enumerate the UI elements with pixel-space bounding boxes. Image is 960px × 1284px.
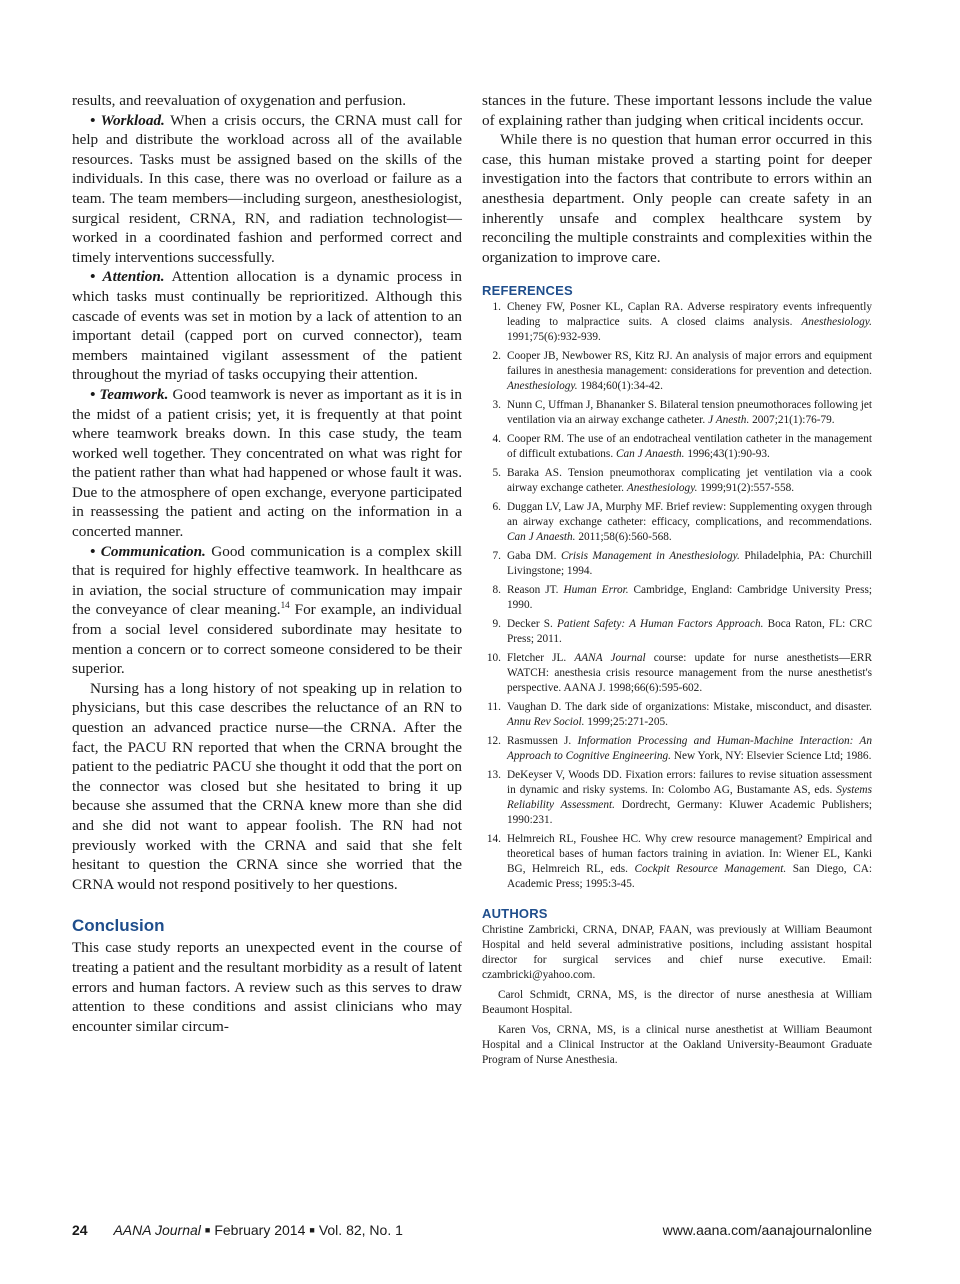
left-column xyxy=(72,91,462,1036)
author-bio: Carol Schmidt, CRNA, MS, is the director of nurse anesthesia at William Beaumont Hospital. xyxy=(482,989,872,1017)
author-bio: Christine Zambricki, CRNA, DNAP, FAAN, was previously at William Beaumont Hospital and held several administrative positions, including assistant hospital director for surgical services and chief nurse executive. Email: czambricki@yahoo.com. xyxy=(482,924,872,982)
volume-info: Vol. 82, No. 1 xyxy=(318,1222,403,1238)
reference-item: 13. DeKeyser V, Woods DD. Fixation errors: failures to revise situation assessment in dynamic and risky systems. In: Colombo AG, Bustamante AS, eds. Systems Reliability Assessment. Dordrecht, Germany: Kluwer Academic Publishers; 1990:231. xyxy=(486,769,873,827)
term-attention: • Attention. xyxy=(90,268,165,286)
reference-item: 10. Fletcher JL. AANA Journal course: update for nurse anesthetists—ERR WATCH: anesthesia crisis resource management from the nurse anesthetist's perspective. AANA J. 1998;66(6):595-602. xyxy=(486,652,872,695)
author-bio: Karen Vos, CRNA, MS, is a clinical nurse anesthetist at William Beaumont Hospital and a Clinical Instructor at the Oakland University-Beaumont Graduate Program of Nurse Anesthesia. xyxy=(482,1024,872,1067)
term-workload: • Workload. xyxy=(90,111,165,129)
reference-item: 2. Cooper JB, Newbower RS, Kitz RJ. An analysis of major errors and equipment failures in anesthesia management: considerations for prevention and detection. Anesthesiology. 1984;60(1):34-42. xyxy=(492,350,872,393)
right-column xyxy=(482,91,872,1073)
journal-info xyxy=(113,1222,402,1238)
authors-heading: AUTHORS xyxy=(482,906,548,922)
reference-item: 6. Duggan LV, Law JA, Murphy MF. Brief review: Supplementing oxygen through an airway exchange catheter: efficacy, complications, and recommendations. Can J Anaesth. 2011;58(6):560-568. xyxy=(492,501,872,544)
text-teamwork: Good teamwork is never as important as it is in the midst of a patient crisis; yet, it is frequently at that point where teamwork breaks down. In this case study, the team worked well together. They concentrated on what was right for the patient rather than what had happened or whose fault it was. Due to the atmosphere of open exchange, everyone participated in reassessing the patient and acting on the information in a concerted manner. xyxy=(72,385,462,541)
separator-square-icon: ■ xyxy=(309,1225,315,1235)
text-workload: When a crisis occurs, the CRNA must call for help and distribute the workload across all of the available resources. Tasks must be assigned based on the skills of the individuals. In this case, there was no overload or failure as a team. The team members—including surgeon, anesthesiologist, surgical resident, CRNA, RN, and radiation technologist—worked in a coordinated fashion and performed correct and timely interventions successfully. xyxy=(72,111,462,266)
journal-url[interactable]: www.aana.com/aanajournalonline xyxy=(662,1222,872,1238)
references-list xyxy=(482,300,872,892)
paragraph-communication xyxy=(72,542,462,679)
text-attention: Attention allocation is a dynamic process in which tasks must continually be reprioritized. Although this cascade of events was set in motion by a lack of attention to an important detail (capped port on curved connector), team members maintained vigilant assessment of the patient throughout the myriad of tasks occupying their attention. xyxy=(72,268,462,384)
text-communication-a: Good communication is a complex skill that is required for highly effective teamwork. In healthcare as in aviation, the social structure of communication may impair the conveyance of clear meaning. xyxy=(72,542,462,619)
reference-item: 1. Cheney FW, Posner KL, Caplan RA. Adverse respiratory events infrequently leading to malpractice suits. A closed claims analysis. Anesthesiology. 1991;75(6):932-939. xyxy=(492,301,872,344)
reference-item: 5. Baraka AS. Tension pneumothorax complicating jet ventilation via a cook airway exchange catheter. Anesthesiology. 1999;91(2):557-558. xyxy=(492,467,872,495)
reference-item: 7. Gaba DM. Crisis Management in Anesthesiology. Philadelphia, PA: Churchill Livingstone; 1994. xyxy=(492,550,872,578)
paragraph-attention xyxy=(72,267,462,385)
reference-item: 9. Decker S. Patient Safety: A Human Factors Approach. Boca Raton, FL: CRC Press; 2011. xyxy=(492,618,872,646)
references-heading: REFERENCES xyxy=(482,283,573,299)
reference-item: 11. Vaughan D. The dark side of organizations: Mistake, misconduct, and disaster. Annu Rev Sociol. 1999;25:271-205. xyxy=(487,701,872,729)
paragraph-conclusion: This case study reports an unexpected event in the course of treating a patient and the resultant morbidity as a result of latent errors and human factors. A review such as this serves to draw attention to these conditions and assist clinicians who may encounter similar circum- xyxy=(72,939,462,1035)
conclusion-heading: Conclusion xyxy=(72,916,165,936)
reference-item: 14. Helmreich RL, Foushee HC. Why crew resource management? Empirical and theoretical bases of human factors training in aviation. In: Wiener EL, Kanki BG, Helmreich RL, eds. Cockpit Resource Management. San Diego, CA: Academic Press; 1995:3-45. xyxy=(486,833,872,891)
paragraph-human-error: While there is no question that human error occurred in this case, this human mistake proved a starting point for deeper investigation into the factors that contribute to errors within an anesthesia department. Only people can create safety in an inherently unsafe and complex healthcare system by reconciling the multiple constraints and complexities within the organization to improve care. xyxy=(482,131,872,266)
reference-item: 8. Reason JT. Human Error. Cambridge, England: Cambridge University Press; 1990. xyxy=(492,584,873,612)
term-communication: • Communication. xyxy=(90,542,206,560)
text-communication-b: For example, an individual from a social level considered subordinate may hesitate to mention a concern or to correct someone considered to be their superior. xyxy=(72,601,462,678)
authors-section xyxy=(482,923,872,1068)
paragraph-teamwork xyxy=(72,385,462,542)
paragraph-nursing: Nursing has a long history of not speaking up in relation to physicians, but this case describes the reluctance of an RN to question an advanced practice nurse—the CRNA. After the fact, the PACU RN reported that when the CRNA brought the patient to the pediatric PACU she thought it odd that the port on the connector was closed but she hesitated to bring it up because she assumed that the CRNA knew more than she did and she did not want to appear foolish. The RN had not previously worked with the CRNA and said that she felt hesitant to question the CRNA since she worried that the CRNA would not respond positively to her questions. xyxy=(72,679,462,893)
citation-superscript: 14 xyxy=(280,600,290,611)
page-number: 24 xyxy=(72,1222,88,1238)
paragraph-continuation: results, and reevaluation of oxygenation and perfusion. xyxy=(72,92,407,109)
reference-item: 3. Nunn C, Uffman J, Bhananker S. Bilateral tension pneumothoraces following jet ventilation via an airway exchange catheter. J Anesth. 2007;21(1):76-79. xyxy=(492,399,872,427)
reference-item: 12. Rasmussen J. Information Processing and Human-Machine Interaction: An Approach to Cognitive Engineering. New York, NY: Elsevier Science Ltd; 1986. xyxy=(486,735,872,763)
separator-square-icon: ■ xyxy=(204,1225,211,1235)
issue-date: February 2014 xyxy=(214,1222,306,1238)
journal-name: AANA Journal xyxy=(113,1222,201,1238)
page-footer xyxy=(72,1222,872,1242)
paragraph-workload xyxy=(72,111,462,268)
right-body xyxy=(482,91,872,267)
term-teamwork: • Teamwork. xyxy=(90,385,169,403)
paragraph-lessons: stances in the future. These important lessons include the value of explaining rather than judging when critical incidents occur. xyxy=(482,92,872,129)
reference-item: 4. Cooper RM. The use of an endotracheal ventilation catheter in the management of difficult extubations. Can J Anaesth. 1996;43(1):90-93. xyxy=(492,433,872,461)
